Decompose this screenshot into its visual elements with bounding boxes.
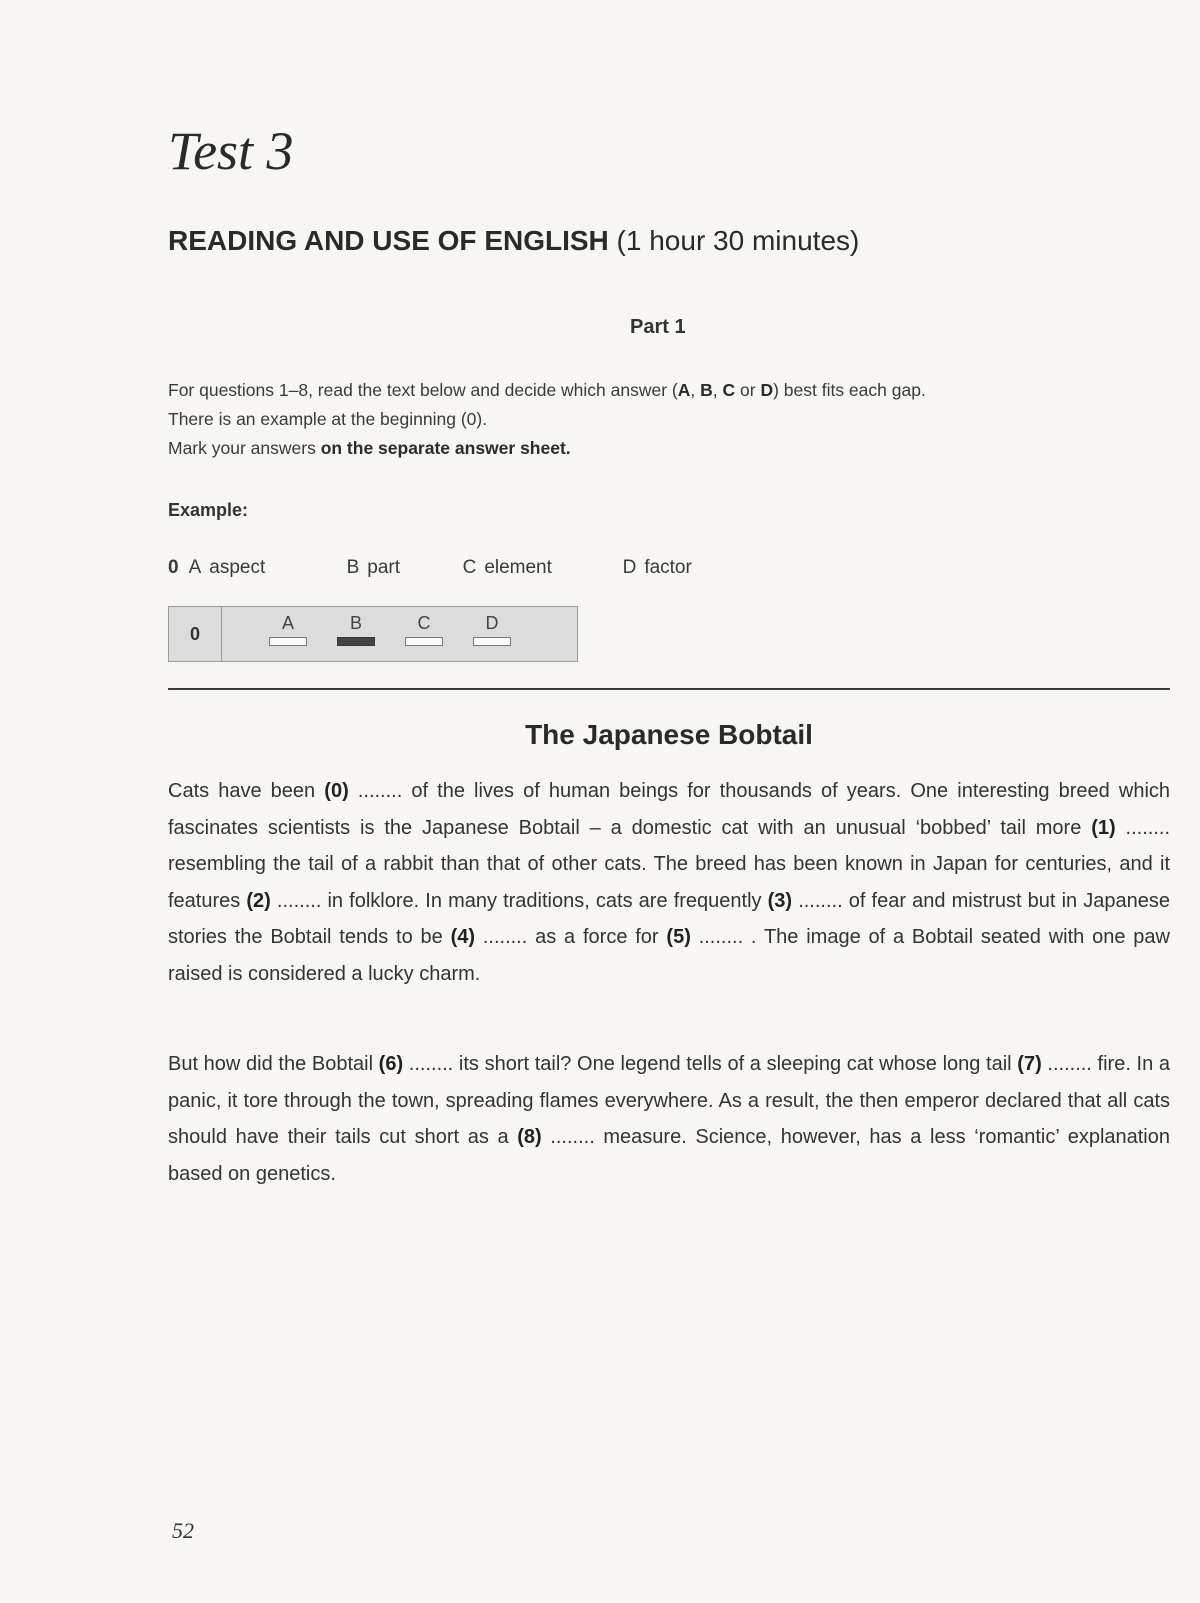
gap-2: (2) (246, 889, 271, 912)
section-divider (168, 688, 1170, 690)
part-label: Part 1 (630, 316, 686, 338)
article-paragraph-1: Cats have been (0) ........ of the lives of human beings for thousands of years. One interesting breed which fascinates scientists is the Japanese Bobtail – a domestic cat with an unusual ‘bobbed’ tail more (1) ........ resembling the tail of a rabbit than that of other cats. The breed has been known in Japan for centuries, and it features (2) ........ in folklore. In many traditions, cats are frequently (3) ........ of fear and mistrust but in Japanese stories the Bobtail tends to be (4) ........ as a force for (5) ........ . The image of a Bobtail seated with one paw raised is considered a lucky charm. (168, 780, 1171, 985)
option-d: D factor (622, 557, 692, 578)
answer-bubble-b (337, 637, 375, 646)
page-number: 52 (172, 1518, 194, 1543)
example-options (168, 557, 692, 579)
answer-choice-b[interactable]: B (336, 613, 376, 646)
gap-3: (3) (767, 889, 793, 912)
gap-6: (6) (378, 1053, 404, 1075)
example-number: 0 (168, 557, 179, 578)
section-heading (168, 224, 859, 258)
option-b: B part (346, 557, 401, 578)
gap-8: (8) (517, 1126, 542, 1148)
answer-choice-a[interactable]: A (268, 613, 308, 646)
gap-0: (0) (324, 780, 349, 802)
answer-bubble-a (269, 637, 307, 646)
section-title-bold: READING AND USE OF ENGLISH (168, 225, 609, 256)
answer-box-choices (222, 607, 577, 661)
option-c: C element (462, 557, 552, 578)
instructions-line-3: Mark your answers on the separate answer sheet. (168, 438, 571, 458)
test-title: Test 3 (168, 121, 294, 181)
instructions-line-2: There is an example at the beginning (0). (168, 409, 488, 429)
article-paragraph-2: But how did the Bobtail (6) ........ its short tail? One legend tells of a sleeping cat whose long tail (7) ........ fire. In a panic, it tore through the town, spreading flames everywhere. As a result, the then emperor declared that all cats should have their tails cut short as a (8) ........ measure. Science, however, has a less ‘romantic’ explanation based on genetics. (168, 1053, 1170, 1185)
gap-5: (5) (666, 926, 691, 948)
section-duration: (1 hour 30 minutes) (608, 225, 860, 256)
answer-choice-c[interactable]: C (404, 613, 444, 646)
option-a: A aspect (188, 557, 266, 578)
instructions-line-1: For questions 1–8, read the text below and decide which answer (A, B, C or D) best fits each gap. (168, 380, 926, 400)
article-title: The Japanese Bobtail (525, 719, 813, 750)
example-answer-box (168, 606, 578, 662)
answer-box-number: 0 (169, 607, 222, 661)
answer-bubble-d (473, 637, 511, 646)
instructions (168, 376, 1168, 463)
gap-1: (1) (1091, 816, 1116, 839)
gap-7: (7) (1017, 1053, 1042, 1075)
answer-bubble-c (405, 637, 443, 646)
example-label: Example: (168, 500, 249, 520)
answer-choice-d[interactable]: D (472, 613, 512, 646)
gap-4: (4) (450, 926, 476, 948)
